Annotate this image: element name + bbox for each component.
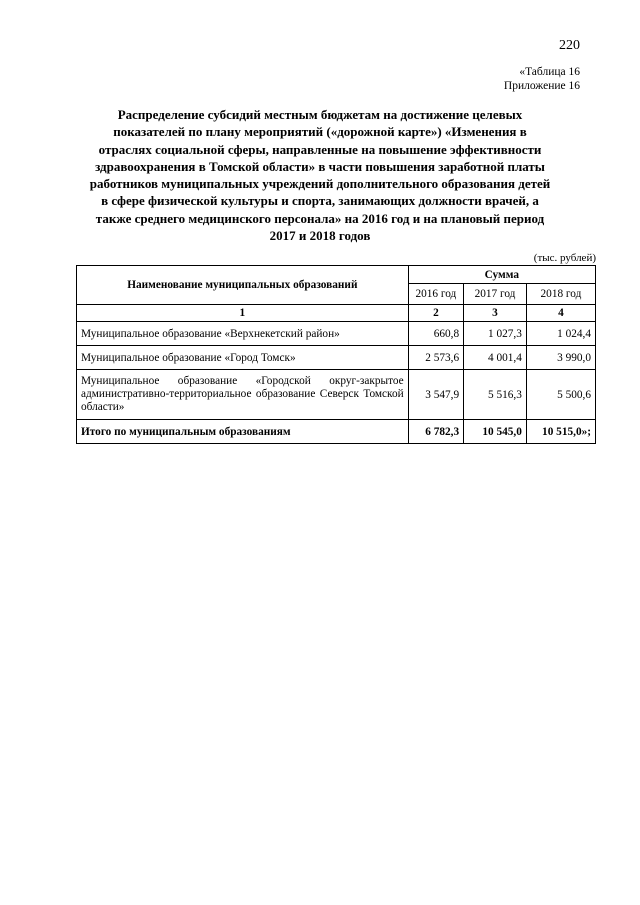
col-number: 2 [408,305,463,322]
value-2017: 5 516,3 [464,370,527,420]
value-2017: 1 027,3 [464,322,527,346]
header-row [77,266,596,284]
value-2018: 5 500,6 [526,370,595,420]
total-2016: 6 782,3 [408,420,463,444]
title-line: работников муниципальных учреждений дополнительного образования детей [89,176,551,192]
table-row [77,346,596,370]
page-number: 220 [559,38,580,53]
table-row [77,322,596,346]
title-line: здравоохранения в Томской области» в части повышения заработной платы [95,158,545,174]
table-reference: «Таблица 16 [519,66,580,78]
title-line: также среднего медицинского персонала» на 2016 год и на плановый период [95,210,545,226]
title-line: 2017 и 2018 годов [269,228,371,244]
document-title [70,106,570,244]
total-row [77,420,596,444]
value-2016: 3 547,9 [408,370,463,420]
municipality-name: Муниципальное образование «Город Томск» [77,346,409,370]
value-2016: 660,8 [408,322,463,346]
header-name: Наименование муниципальных образований [77,266,409,305]
total-2017: 10 545,0 [464,420,527,444]
column-number-row [77,305,596,322]
header-year-2016: 2016 год [408,284,463,305]
municipality-name: Муниципальное образование «Верхнекетский район» [77,322,409,346]
total-label: Итого по муниципальным образованиям [77,420,409,444]
subsidy-table [76,265,596,444]
title-line: Распределение субсидий местным бюджетам на достижение целевых [117,107,523,122]
header-sum: Сумма [408,266,595,284]
table-row [77,370,596,420]
title-line: отраслях социальной сферы, направленные на повышение эффективности [98,141,542,157]
title-line: в сфере физической культуры и спорта, занимающих должности врачей, а [101,193,539,209]
value-2016: 2 573,6 [408,346,463,370]
municipality-name: Муниципальное образование «Городской округ-закрытое административно-территориальное образование Северск Томской области» [77,370,409,420]
value-2018: 3 990,0 [526,346,595,370]
attachment-reference: Приложение 16 [503,80,580,92]
col-number: 1 [77,305,409,322]
total-2018: 10 515,0»; [526,420,595,444]
header-year-2018: 2018 год [526,284,595,305]
header-year-2017: 2017 год [464,284,527,305]
value-2018: 1 024,4 [526,322,595,346]
unit-label: (тыс. рублей) [533,252,596,264]
value-2017: 4 001,4 [464,346,527,370]
appendix-reference [504,65,580,93]
title-line: показателей по плану мероприятий («дорожной карте») «Изменения в [113,124,527,140]
col-number: 3 [464,305,527,322]
col-number: 4 [526,305,595,322]
